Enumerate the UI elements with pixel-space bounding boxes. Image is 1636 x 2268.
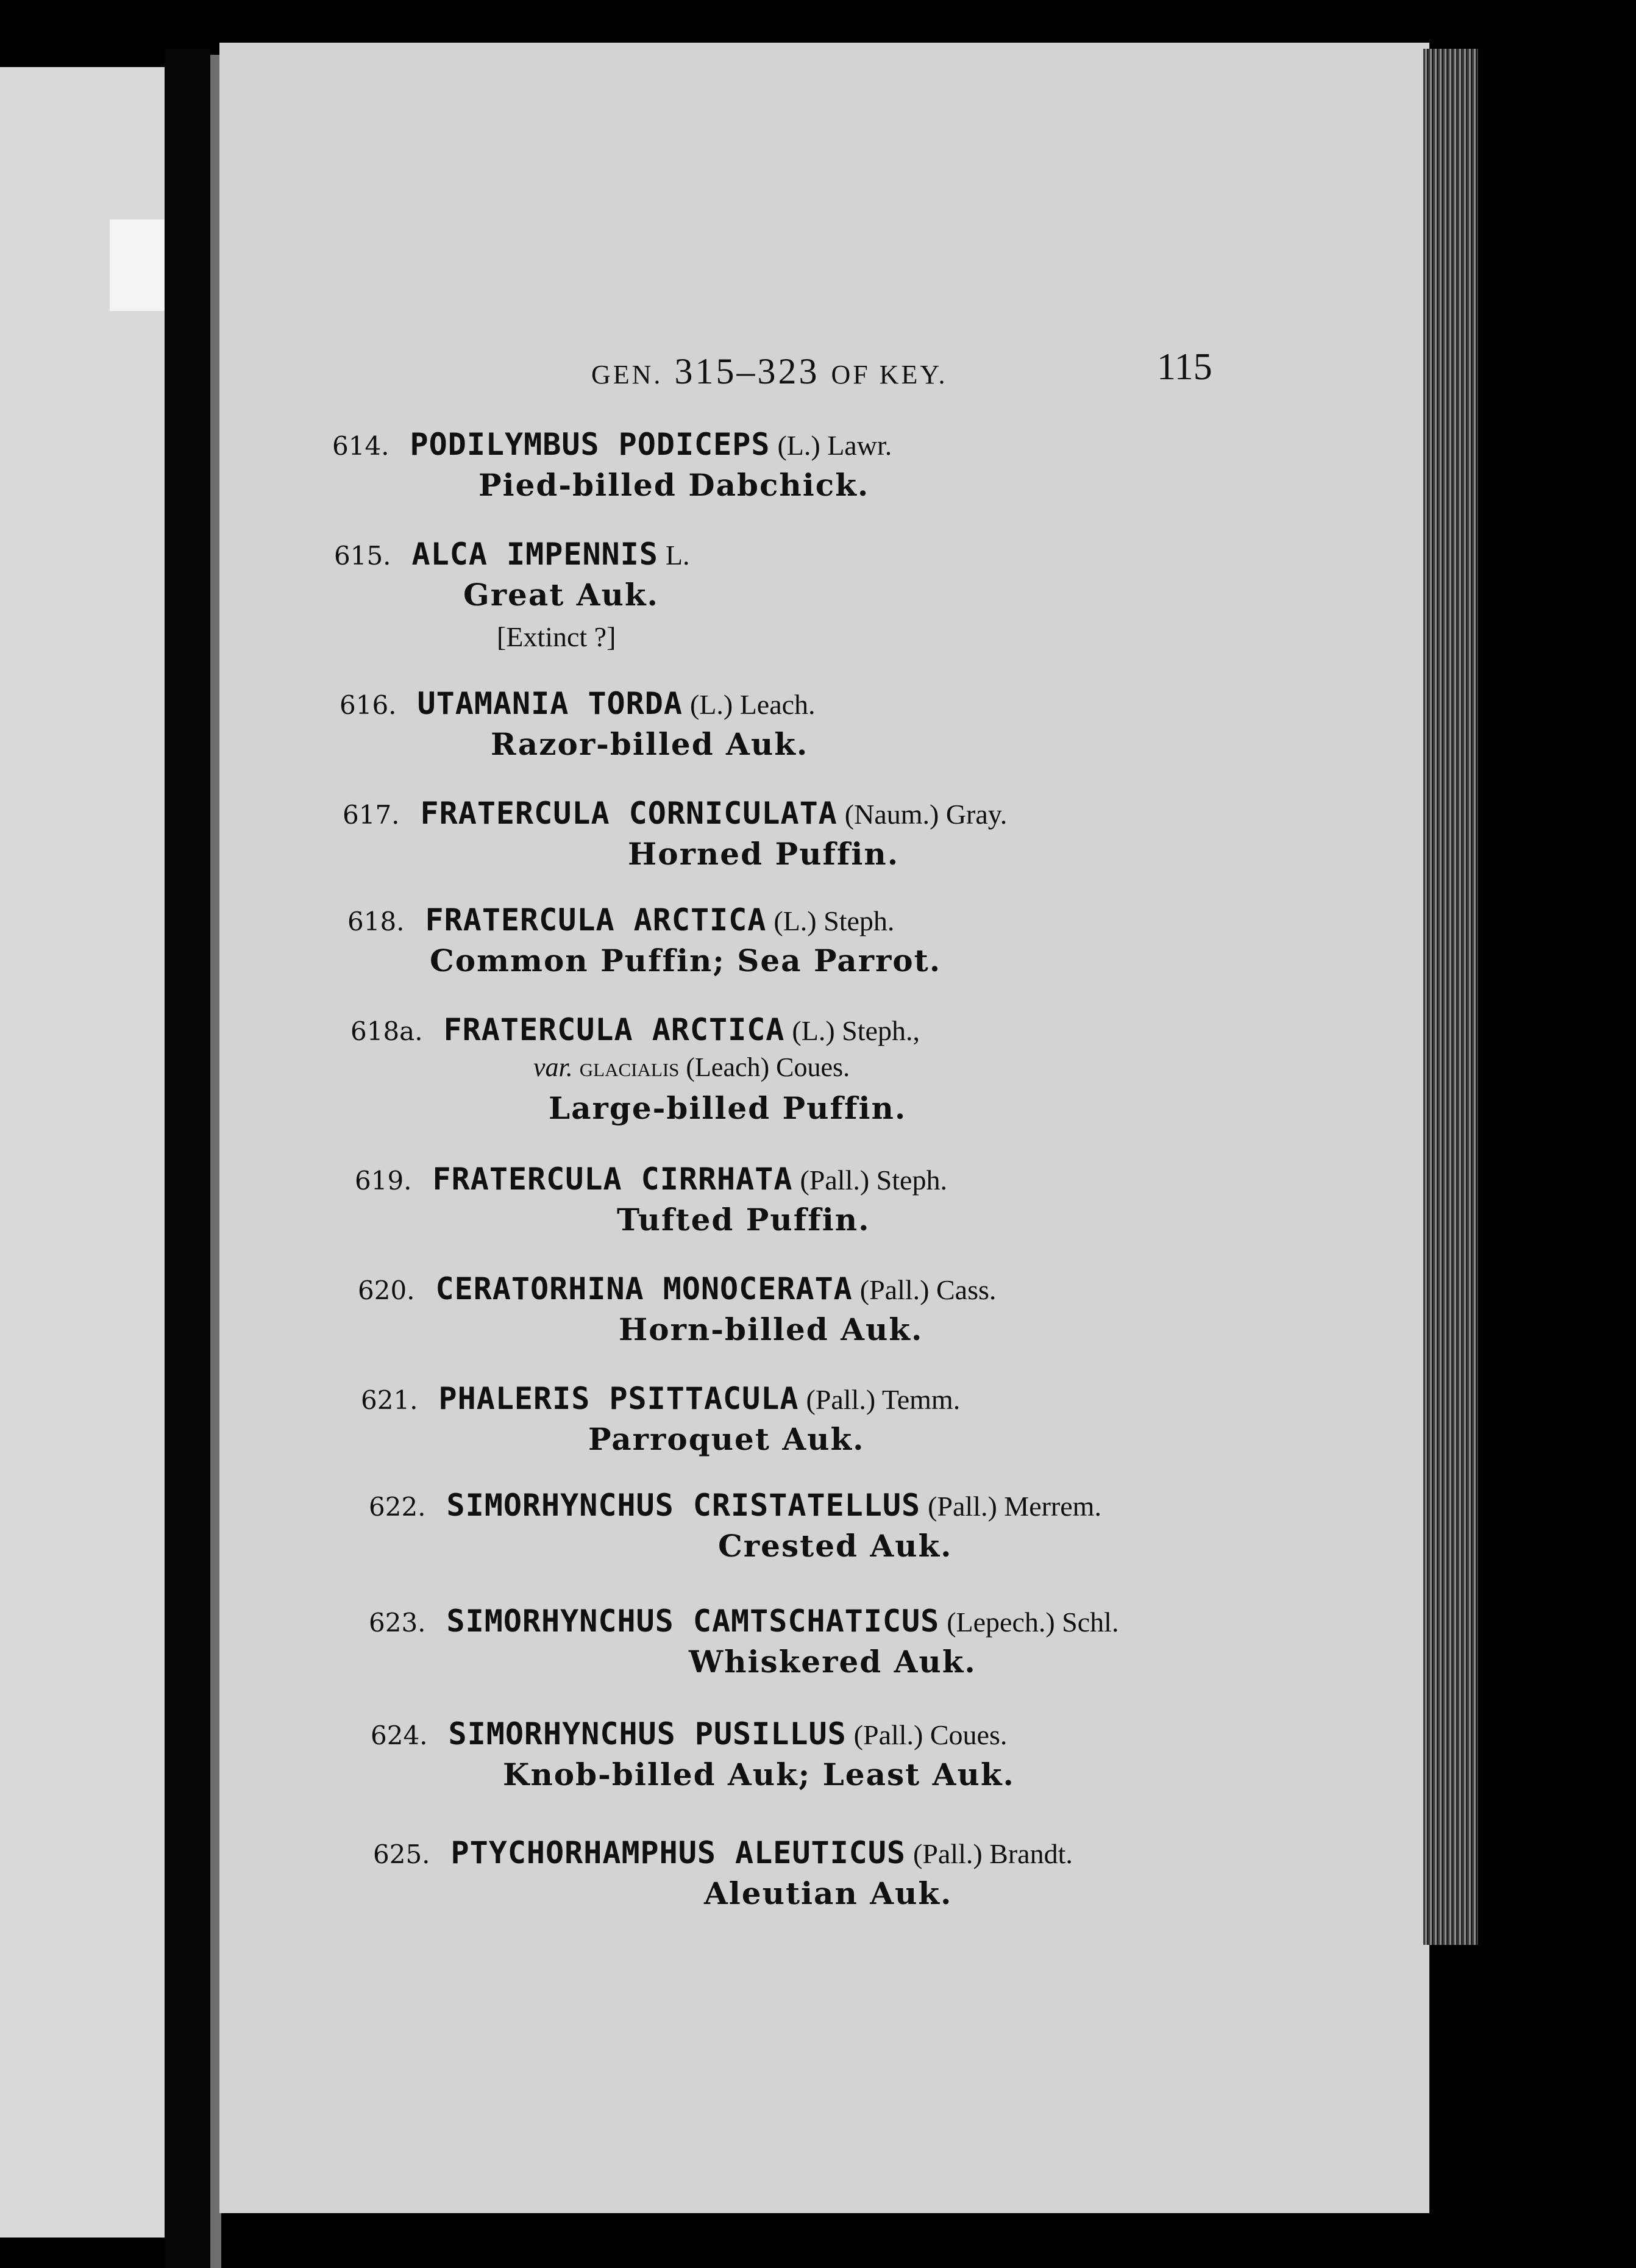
scientific-name: SIMORHYNCHUS CRISTATELLUS	[446, 1488, 921, 1523]
authority: (L.) Leach.	[689, 689, 816, 720]
authority: (Pall.) Temm.	[806, 1384, 961, 1415]
common-name: Whiskered Auk.	[689, 1644, 976, 1680]
scientific-name: UTAMANIA TORDA	[417, 686, 683, 721]
scientific-name: SIMORHYNCHUS CAMTSCHATICUS	[446, 1603, 940, 1639]
entry-number: 616.	[340, 690, 397, 720]
entry-number: 615.	[334, 541, 391, 571]
authority: (Lepech.) Schl.	[947, 1606, 1119, 1638]
extinct-note: [Extinct ?]	[497, 621, 616, 652]
var-authority: (Leach) Coues.	[686, 1052, 850, 1082]
common-name: Pied-billed Dabchick.	[478, 467, 870, 503]
common-name: Aleutian Auk.	[704, 1875, 953, 1911]
entry-number: 618a.	[350, 1016, 423, 1046]
entry-number: 620.	[358, 1275, 415, 1305]
page-edges	[1423, 49, 1478, 1945]
authority: (Pall.) Brandt.	[912, 1838, 1073, 1869]
scientific-name: FRATERCULA CORNICULATA	[420, 796, 838, 831]
scientific-name: SIMORHYNCHUS PUSILLUS	[448, 1716, 847, 1752]
page-number: 115	[1157, 346, 1212, 388]
common-name: Common Puffin; Sea Parrot.	[430, 943, 942, 979]
common-name: Parroquet Auk.	[588, 1421, 865, 1457]
scientific-name: PTYCHORHAMPHUS ALEUTICUS	[450, 1835, 906, 1870]
entry-number: 625.	[373, 1839, 430, 1869]
common-name: Horned Puffin.	[628, 836, 900, 872]
common-name: Knob-billed Auk; Least Auk.	[503, 1756, 1015, 1792]
entry-number: 614.	[332, 431, 389, 461]
scientific-name: PODILYMBUS PODICEPS	[410, 427, 770, 462]
variety-line	[533, 1052, 850, 1083]
scientific-name: FRATERCULA CIRRHATA	[432, 1161, 793, 1197]
scientific-name: PHALERIS PSITTACULA	[438, 1381, 799, 1416]
scientific-name: ALCA IMPENNIS	[411, 537, 658, 572]
authority: (Pall.) Coues.	[853, 1719, 1008, 1750]
authority: (Naum.) Gray.	[844, 799, 1008, 830]
scientific-name: FRATERCULA ARCTICA	[443, 1012, 785, 1047]
running-head-post: OF KEY.	[831, 360, 948, 390]
entry-number: 622.	[369, 1492, 426, 1522]
authority: (Pall.) Merrem.	[928, 1491, 1101, 1522]
running-head-pre: GEN.	[591, 360, 663, 390]
authority: (L.) Steph.,	[792, 1015, 920, 1046]
common-name: Horn-billed Auk.	[619, 1311, 923, 1347]
scientific-name: FRATERCULA ARCTICA	[425, 902, 767, 938]
running-head-range: 315–323	[674, 351, 820, 391]
entry-number: 624.	[371, 1721, 428, 1750]
entry-number: 621.	[361, 1385, 418, 1415]
common-name: Crested Auk.	[718, 1528, 953, 1564]
page-header	[0, 346, 1636, 399]
entry-number: 617.	[343, 800, 400, 830]
entry-number: 618.	[347, 907, 405, 936]
running-head	[591, 351, 947, 393]
scientific-name: CERATORHINA MONOCERATA	[435, 1271, 853, 1307]
authority: (Pall.) Steph.	[800, 1164, 947, 1196]
authority: L.	[665, 540, 690, 571]
authority: (Pall.) Cass.	[859, 1274, 997, 1305]
common-name: Tufted Puffin.	[617, 1202, 870, 1238]
common-name: Razor-billed Auk.	[491, 726, 809, 762]
var-prefix: var.	[533, 1052, 573, 1082]
authority: (L.) Lawr.	[777, 430, 892, 461]
authority: (L.) Steph.	[774, 905, 895, 936]
common-name: Great Auk.	[463, 577, 659, 613]
common-name: Large-billed Puffin.	[549, 1090, 907, 1126]
entry-number: 619.	[355, 1166, 412, 1196]
var-name: glacialis	[579, 1052, 680, 1082]
entry-number: 623.	[369, 1608, 426, 1638]
